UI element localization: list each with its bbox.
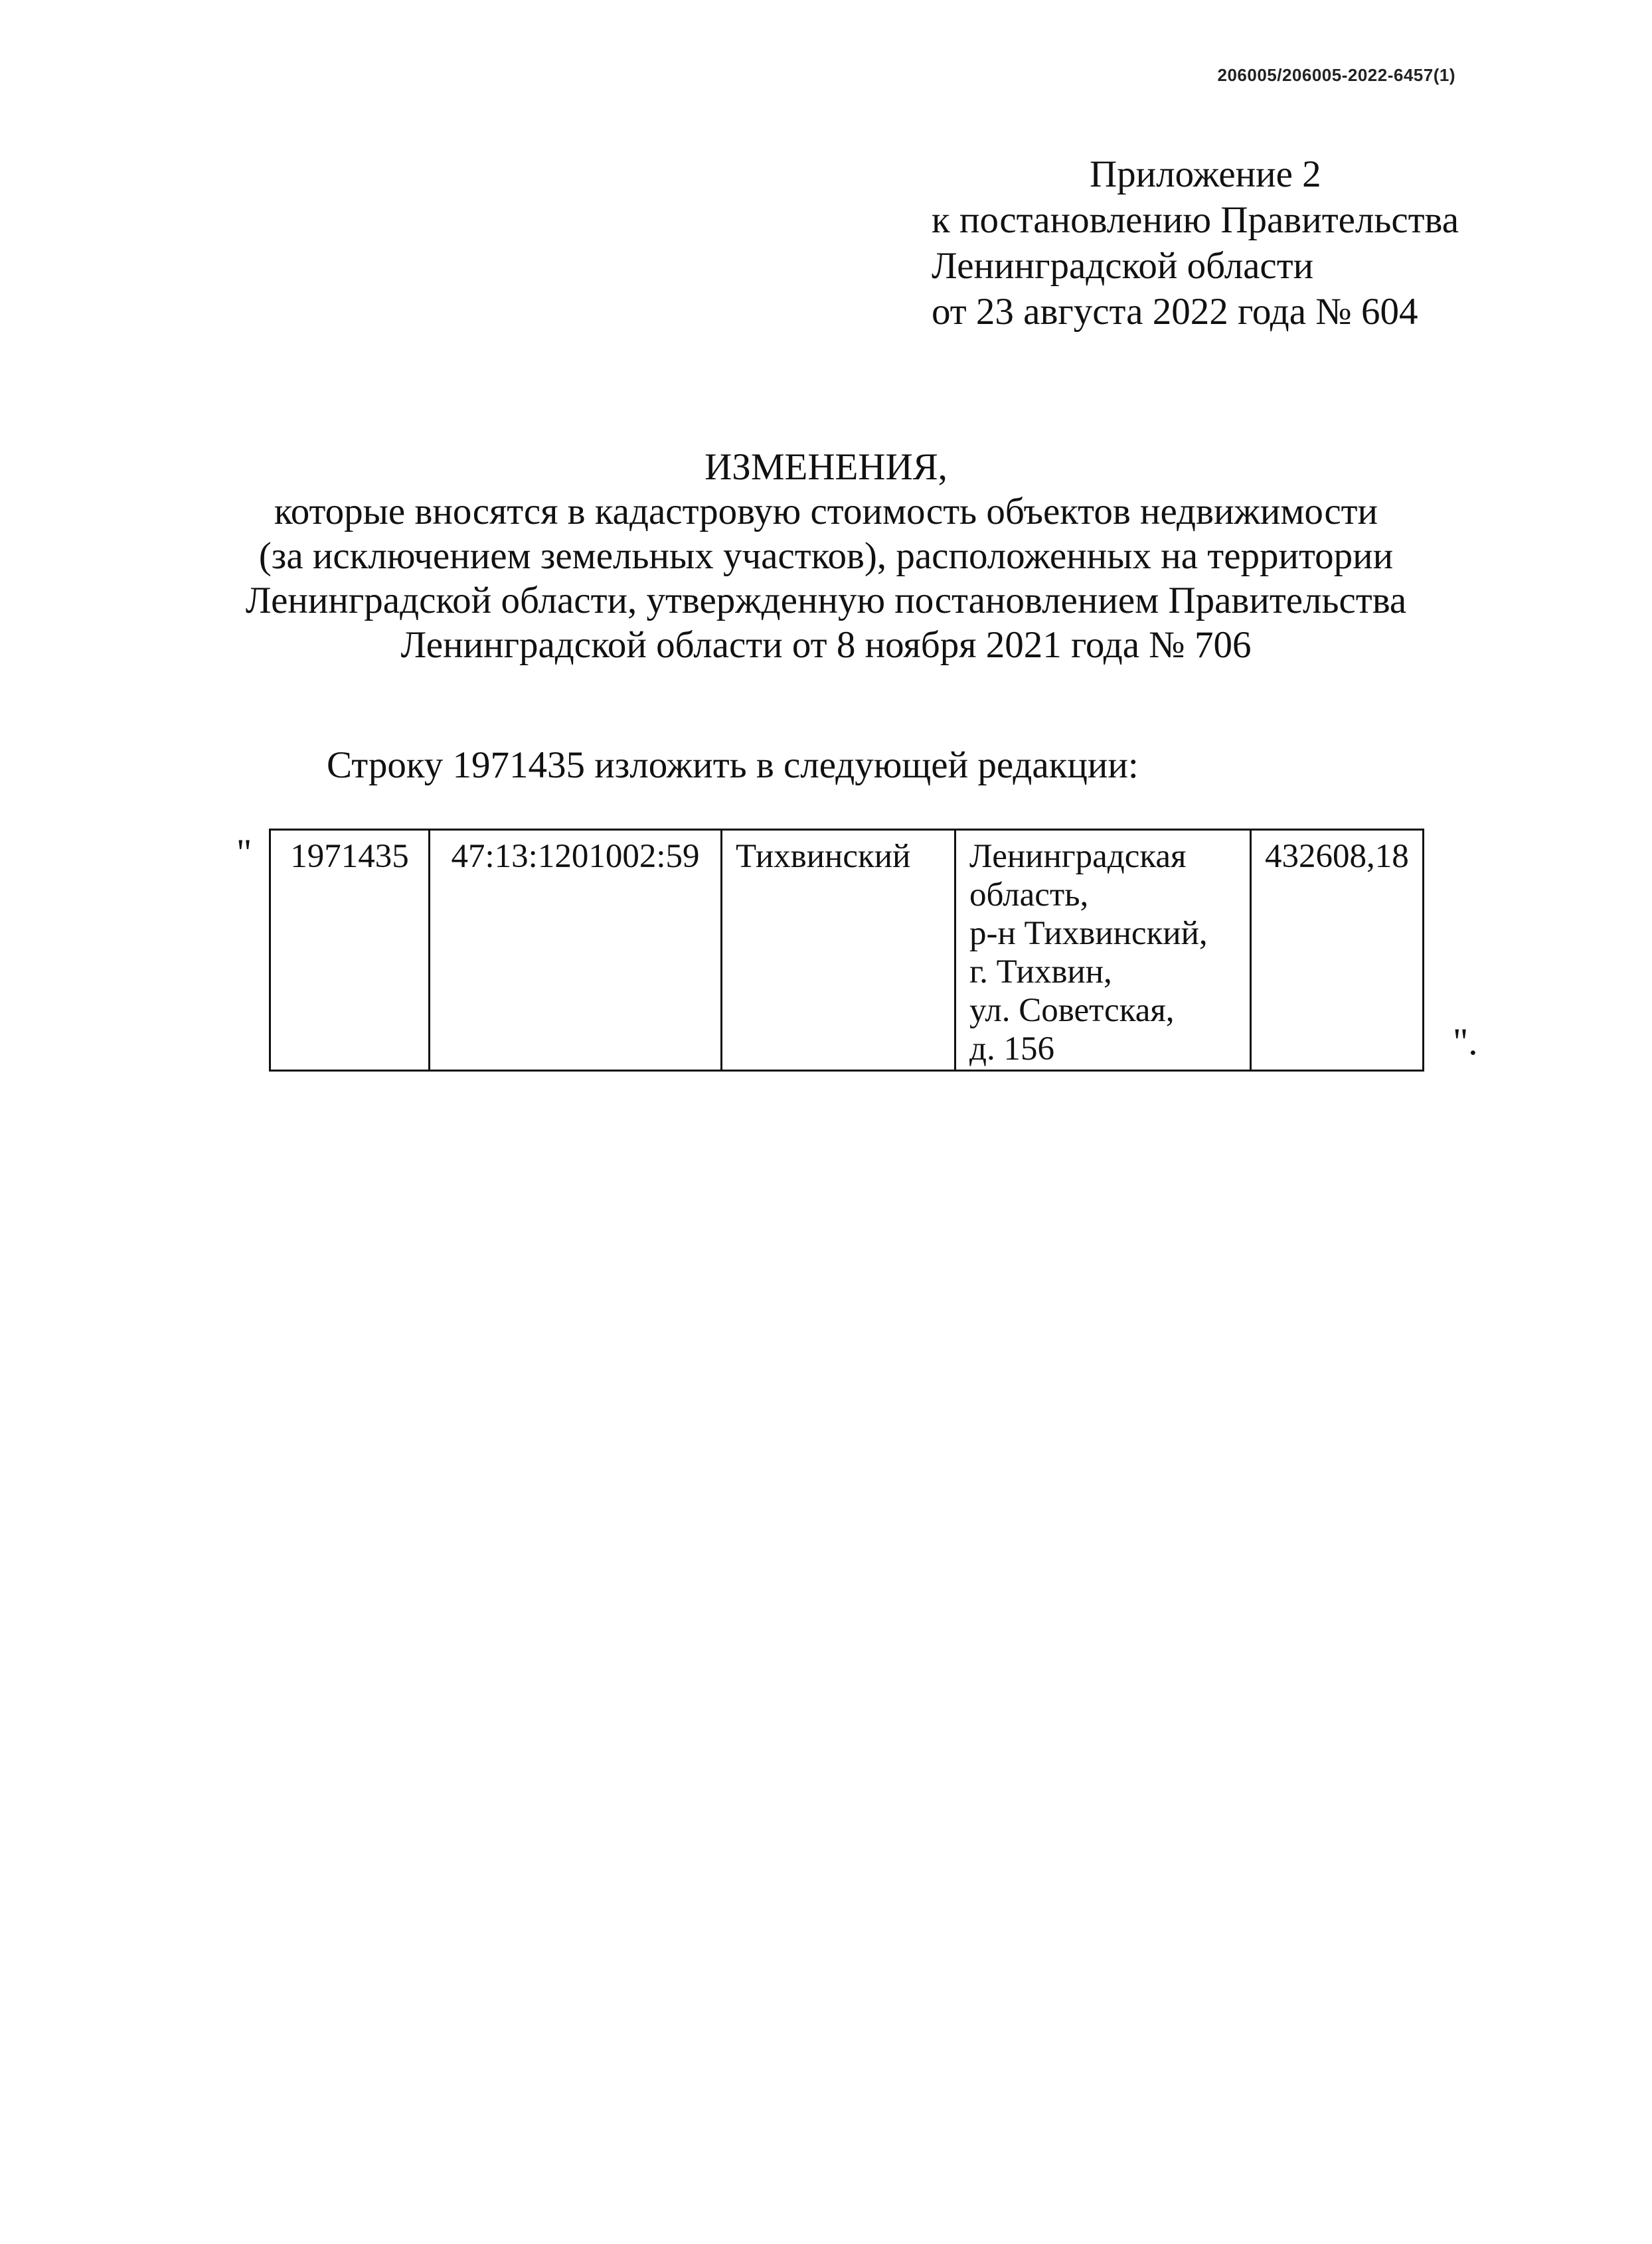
address-line: д. 156 <box>969 1030 1054 1068</box>
title-line: Ленинградской области, утвержденную постановлением Правительства <box>245 580 1407 621</box>
address-line: ул. Советская, <box>969 992 1175 1029</box>
closing-quote: ". <box>1453 1021 1478 1063</box>
district-cell: Тихвинский <box>722 830 955 1071</box>
appendix-line: от 23 августа 2022 года № 604 <box>932 291 1418 333</box>
cadastral-value-cell: 432608,18 <box>1251 830 1424 1071</box>
document-id: 206005/206005-2022-6457(1) <box>1217 65 1455 85</box>
address-line: г. Тихвин, <box>969 953 1112 991</box>
title-line: которые вносятся в кадастровую стоимость объектов недвижимости <box>274 491 1378 532</box>
appendix-line: к постановлению Правительства <box>932 199 1459 241</box>
address-line: Ленинградская <box>969 838 1187 875</box>
appendix-block <box>932 151 1459 335</box>
address-line: область, <box>969 876 1089 914</box>
appendix-line: Приложение 2 <box>1090 153 1321 195</box>
appendix-line: Ленинградской области <box>932 245 1314 287</box>
document-title <box>0 445 1652 667</box>
title-heading: ИЗМЕНЕНИЯ, <box>704 446 948 488</box>
title-line: (за исключением земельных участков), расположенных на территории <box>258 535 1394 577</box>
replacement-row-table <box>269 829 1424 1072</box>
address-line: р-н Тихвинский, <box>969 915 1208 952</box>
title-line: Ленинградской области от 8 ноября 2021 года № 706 <box>400 624 1252 666</box>
address-cell <box>955 830 1251 1071</box>
opening-quote: " <box>236 832 252 874</box>
row-number-cell: 1971435 <box>270 830 430 1071</box>
cadastral-number-cell: 47:13:1201002:59 <box>430 830 722 1071</box>
instruction-text: Строку 1971435 изложить в следующей редакции: <box>327 744 1139 786</box>
table-row <box>270 830 1424 1071</box>
